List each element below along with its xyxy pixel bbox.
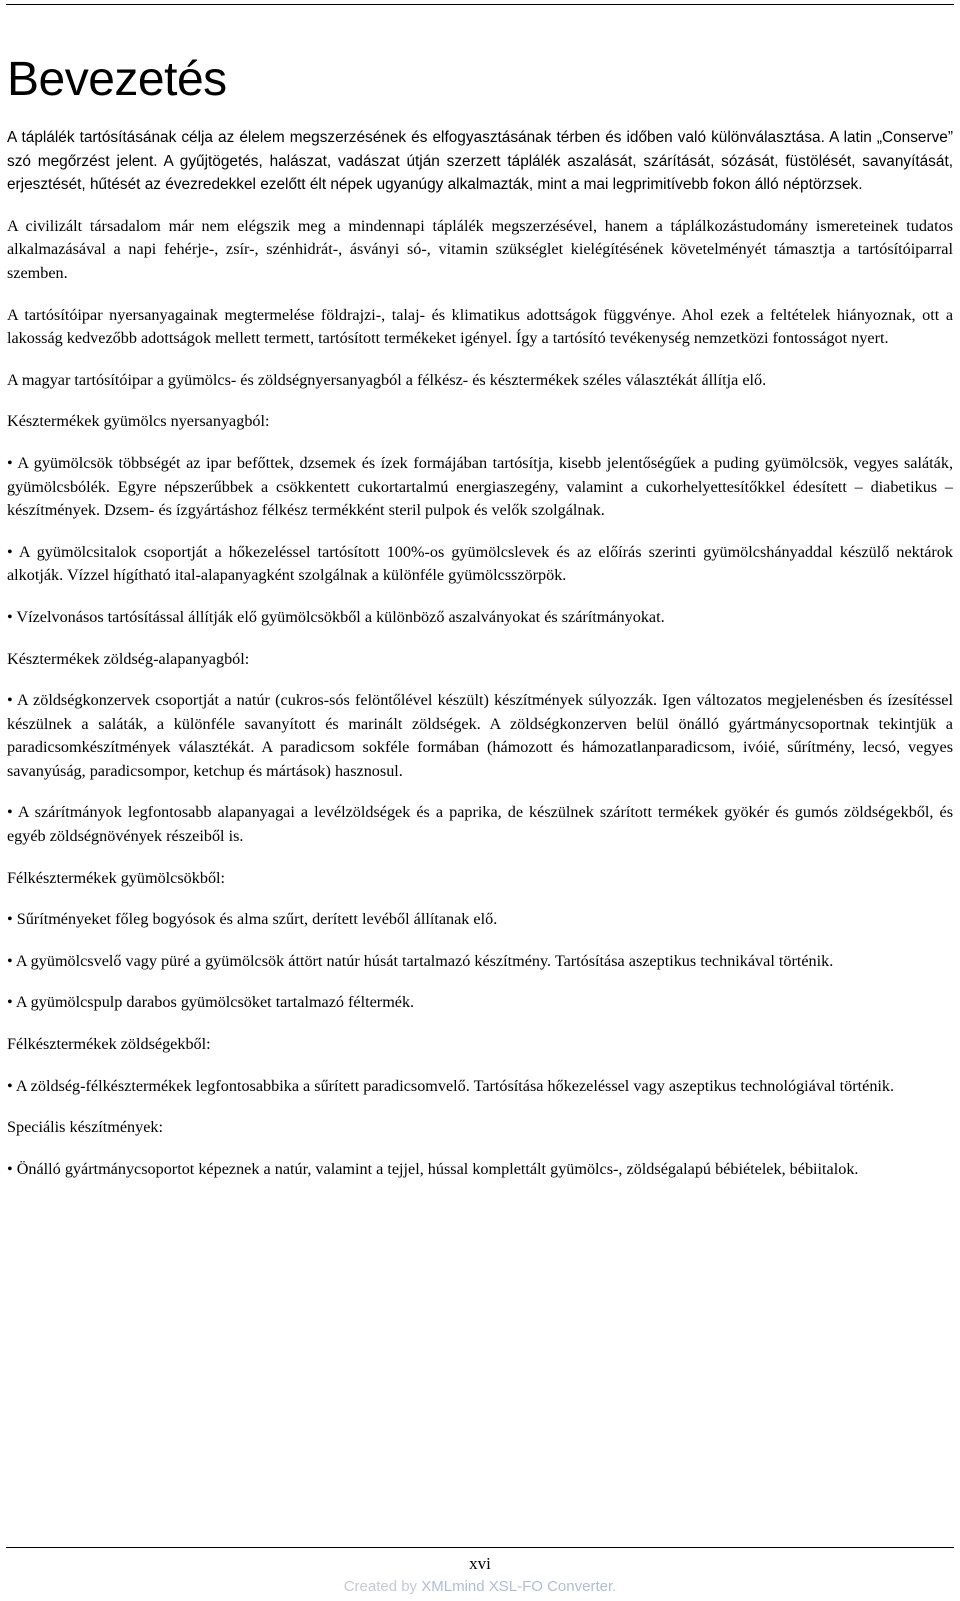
- section-label: Félkésztermékek zöldségekből:: [7, 1035, 211, 1054]
- bullet-item: • A zöldség-félkésztermékek legfontosabbika a sűrített paradicsomvelő. Tartósítása hőkezeléssel vagy aszeptikus technológiával történik.: [7, 1076, 895, 1095]
- bullet-item: • A zöldségkonzervek csoportját a natúr (cukros-sós felöntőlével készült) készítmények súlyozzák. Igen változatos megjelenésben és ízesítéssel készülnek a saláták, a különféle savanyított és marinált zöldségek. A zöldségkonzerven belül önálló gyártmánycsoportnak tekintjük a paradicsomkészítmények választékát. A paradicsom sokféle formában (hámozott és hámozatlanparadicsom, ivóié, sűrítmény, lecsó, vegyes savanyúság, paradicsompor, ketchup és mártások) hasznosul.: [7, 691, 953, 780]
- section-label: Speciális készítmények:: [7, 1118, 163, 1137]
- bullet-item: • A gyümölcsök többségét az ipar befőttek, dzsemek és ízek formájában tartósítja, kisebb jelentőségűek a puding gyümölcsök, vegyes saláták, gyümölcsbólék. Egyre népszerűbbek a csökkentett cukortartalmú energiaszegény, valamint a cukorhelyettesítőkkel édesített – diabetikus – készítmények. Dzsem- és ízgyártáshoz félkész termékként steril pulpok és velők szolgálnak.: [7, 453, 953, 520]
- bullet-item: • Sűrítményeket főleg bogyósok és alma szűrt, derített levéből állítanak elő.: [7, 910, 498, 929]
- generator-brand: XMLmind XSL-FO Converter: [421, 1578, 613, 1595]
- bullet-item: • A szárítmányok legfontosabb alapanyagai a levélzöldségek és a paprika, de készülnek szárított termékek gyökér és gumós zöldségekből, és egyéb zöldségnövények részeiből is.: [7, 803, 953, 846]
- paragraph: A magyar tartósítóipar a gyümölcs- és zöldségnyersanyagból a félkész- és késztermékek széles választékát állítja elő.: [7, 370, 767, 389]
- generator-prefix: Created by: [343, 1578, 422, 1595]
- footer-rule: [6, 1547, 954, 1548]
- bullet-item: • Vízelvonásos tartósítással állítják elő gyümölcsökből a különböző aszalványokat és szárítmányokat.: [7, 607, 665, 626]
- section-label: Késztermékek zöldség-alapanyagból:: [7, 649, 250, 668]
- bullet-item: • A gyümölcsvelő vagy püré a gyümölcsök áttört natúr húsát tartalmazó készítmény. Tartósítása aszeptikus technikával történik.: [7, 951, 834, 970]
- generator-credit: [0, 1578, 960, 1595]
- document-body: [7, 48, 953, 1199]
- bullet-item: • A gyümölcsitalok csoportját a hőkezeléssel tartósított 100%-os gyümölcslevek és az előírás szerinti gyümölcshányaddal készülő nektárok alkotják. Vízzel hígítható ital-alapanyagként szolgálnak a különféle gyümölcsszörpök.: [7, 542, 953, 585]
- section-label: Félkésztermékek gyümölcsökből:: [7, 868, 226, 887]
- page-title: Bevezetés: [7, 53, 227, 106]
- paragraph: A civilizált társadalom már nem elégszik meg a mindennapi táplálék megszerzésével, hanem a táplálkozástudomány ismereteinek tudatos alkalmazásával a napi fehérje-, zsír-, szénhidrát-, ásványi só-, vitamin szükséglet kielégítésének követelményét támasztja a tartósítóiparral szemben.: [7, 216, 953, 282]
- header-rule: [6, 4, 954, 5]
- paragraph: A tartósítóipar nyersanyagainak megtermelése földrajzi-, talaj- és klimatikus adottságok függvénye. Ahol ezek a feltételek hiányoznak, ott a lakosság kedvezőbb adottságok mellett termett, tartósított termékeket igényel. Így a tartósító tevékenység nemzetközi fontosságot nyert.: [7, 305, 953, 348]
- section-label: Késztermékek gyümölcs nyersanyagból:: [7, 412, 270, 431]
- intro-paragraph: A táplálék tartósításának célja az élelem megszerzésének és elfogyasztásának térben és időben való különválasztása. A latin „Conserve” szó megőrzést jelent. A gyűjtögetés, halászat, vadászat útján szerzett táplálék aszalását, szárítását, sózását, füstölését, savanyítását, erjesztését, hűtését az évezredekkel ezelőtt élt népek ugyanúgy alkalmazták, mint a mai legprimitívebb fokon álló néptörzsek.: [7, 129, 953, 194]
- bullet-item: • A gyümölcspulp darabos gyümölcsöket tartalmazó féltermék.: [7, 993, 415, 1012]
- page-number: xvi: [469, 1554, 491, 1573]
- bullet-item: • Önálló gyártmánycsoportot képeznek a natúr, valamint a tejjel, hússal komplettált gyümölcs-, zöldségalapú bébiételek, bébiitalok.: [7, 1159, 859, 1178]
- generator-suffix: .: [612, 1578, 617, 1595]
